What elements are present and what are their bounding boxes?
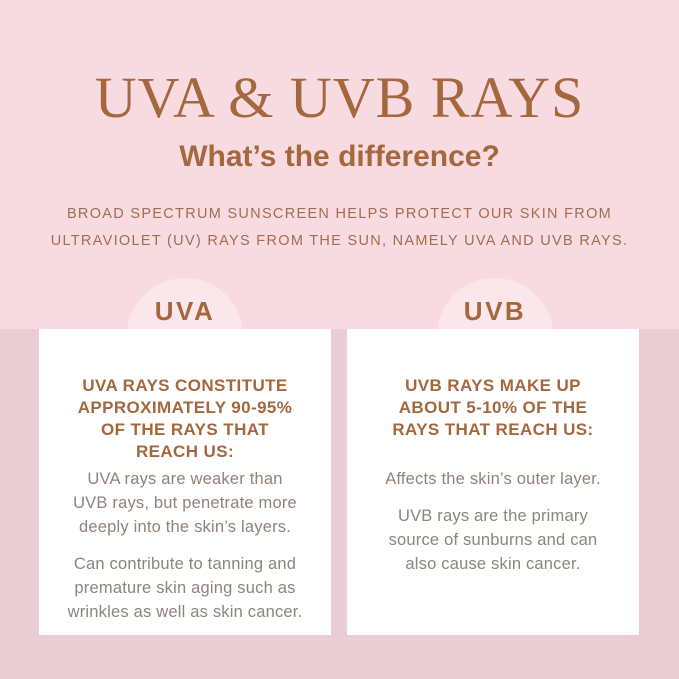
uvb-p2-line-3: also cause skin cancer.: [405, 555, 581, 573]
page-title: UVA & UVB RAYS: [94, 65, 585, 130]
uva-p2-line-1: Can contribute to tanning and: [73, 555, 297, 573]
uvb-paragraph-1: [357, 467, 629, 491]
uvb-p2-line-2: source of sunburns and can: [388, 531, 598, 549]
page-subtitle: What’s the difference?: [179, 140, 500, 173]
uva-p1-line-2: UVB rays, but penetrate more: [73, 494, 297, 512]
uvb-badge-label: UVB: [463, 296, 527, 326]
uvb-paragraph-2: [357, 504, 629, 576]
intro-line-2: ULTRAVIOLET (UV) RAYS FROM THE SUN, NAMELY UVA AND UVB RAYS.: [50, 233, 629, 249]
uvb-p2-line-1: UVB rays are the primary: [397, 507, 589, 525]
uva-paragraph-1: [49, 467, 321, 539]
uvb-heading-line-3: RAYS THAT REACH US:: [392, 420, 594, 439]
uva-paragraph-2: [49, 552, 321, 624]
uva-card-heading: [55, 375, 315, 467]
uva-heading-line-3: OF THE RAYS THAT: [101, 420, 269, 439]
uvb-card-heading: [363, 375, 623, 467]
uva-p2-line-2: premature skin aging such as: [74, 579, 296, 597]
uvb-heading-line-2: ABOUT 5-10% OF THE: [398, 398, 588, 417]
uva-card-body: [49, 467, 321, 637]
uva-p2-line-3: wrinkles as well as skin cancer.: [67, 603, 303, 621]
uvb-p1-line-1: Affects the skin’s outer layer.: [385, 470, 601, 488]
uvb-heading-line-1: UVB RAYS MAKE UP: [405, 376, 581, 395]
intro-text: [0, 201, 679, 255]
uvb-card: [347, 329, 639, 635]
uva-heading-line-4: REACH US:: [135, 442, 235, 461]
uva-p1-line-3: deeply into the skin’s layers.: [78, 518, 292, 536]
uva-p1-line-1: UVA rays are weaker than: [87, 470, 283, 488]
uva-heading-line-1: UVA RAYS CONSTITUTE: [82, 376, 288, 395]
uva-card: [39, 329, 331, 635]
uva-heading-line-2: APPROXIMATELY 90-95%: [77, 398, 293, 417]
uva-badge-label: UVA: [154, 296, 216, 326]
uvb-card-body: [357, 467, 629, 589]
intro-line-1: BROAD SPECTRUM SUNSCREEN HELPS PROTECT OUR SKIN FROM: [66, 206, 613, 222]
